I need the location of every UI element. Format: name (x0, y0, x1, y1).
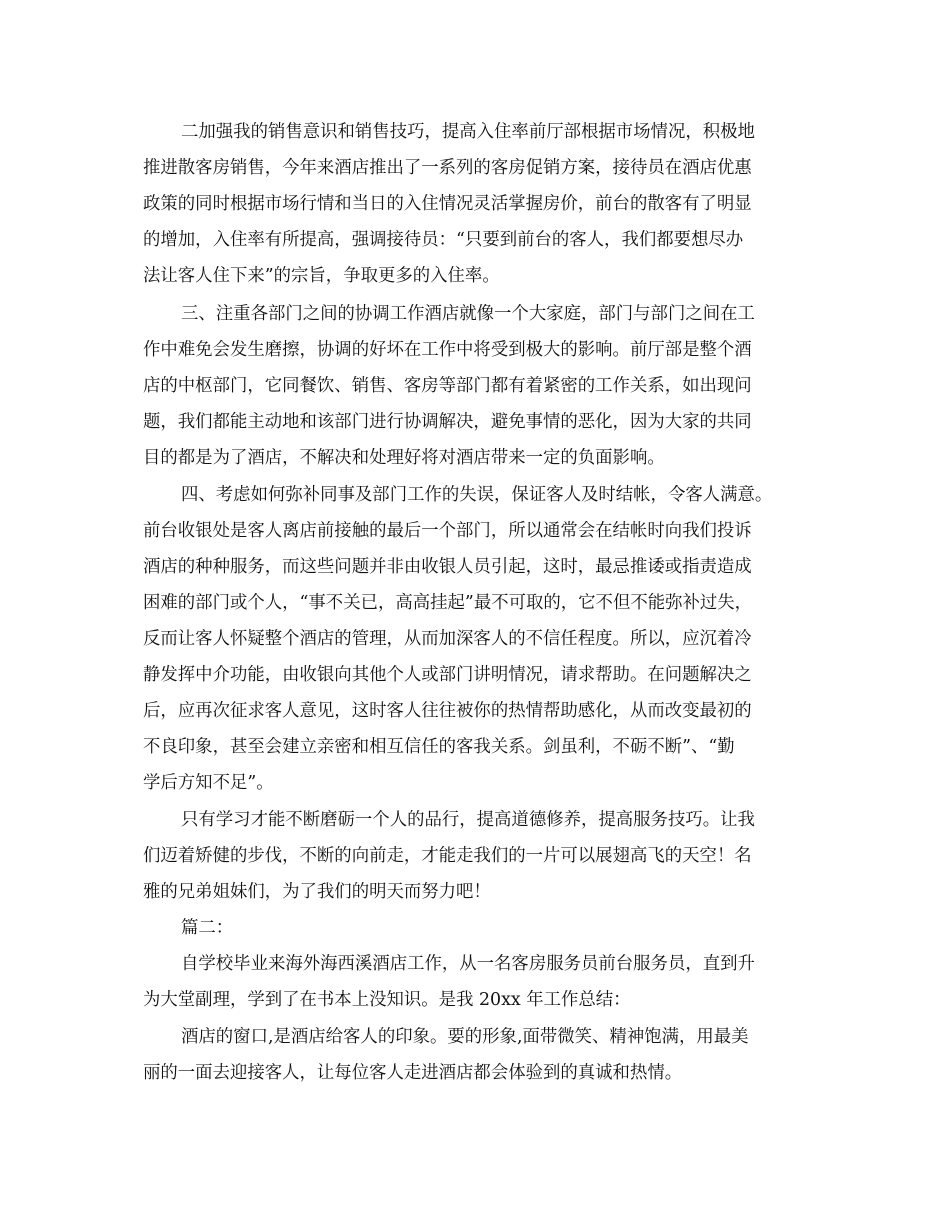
paragraph-line: 们迈着矫健的步伐，不断的向前走，才能走我们的一片可以展翅高飞的天空！名 (143, 846, 752, 866)
paragraph-line: 作中难免会发生磨擦，协调的好坏在工作中将受到极大的影响。前厅部是整个酒 (143, 340, 752, 360)
paragraph-line: 后，应再次征求客人意见，这时客人往往被你的热情帮助感化，从而改变最初的 (143, 701, 752, 721)
paragraph-line: 政策的同时根据市场行情和当日的入住情况灵活掌握房价，前台的散客有了明显 (143, 194, 752, 214)
paragraph-line: 前台收银处是客人离店前接触的最后一个部门，所以通常会在结帐时向我们投诉 (143, 521, 752, 541)
paragraph-line: 推进散客房销售，今年来酒店推出了一系列的客房促销方案，接待员在酒店优惠 (143, 158, 752, 178)
paragraph-line: 困难的部门或个人，“事不关已，高高挂起”最不可取的，它不但不能弥补过失， (143, 593, 753, 613)
paragraph-line: 雅的兄弟姐妹们，为了我们的明天而努力吧！ (143, 882, 491, 902)
paragraph-line: 酒店的种种服务，而这些问题并非由收银人员引起，这时，最忌推诿或指责造成 (143, 557, 752, 577)
paragraph-line: 四、考虑如何弥补同事及部门工作的失误，保证客人及时结帐，令客人满意。 (181, 485, 773, 505)
paragraph-line: 静发挥中介功能，由收银向其他个人或部门讲明情况，请求帮助。在问题解决之 (143, 665, 752, 685)
paragraph-line: 丽的一面去迎接客人，让每位客人走进酒店都会体验到的真诚和热情。 (143, 1063, 683, 1083)
paragraph-line: 三、注重各部门之间的协调工作酒店就像一个大家庭，部门与部门之间在工 (181, 304, 755, 324)
paragraph-line: 不良印象，甚至会建立亲密和相互信任的客我关系。剑虽利，不砺不断”、“勤 (143, 737, 735, 757)
paragraph-line: 题，我们都能主动地和该部门进行协调解决，避免事情的恶化，因为大家的共同 (143, 412, 752, 432)
paragraph-line: 酒店的窗口,是酒店给客人的印象。要的形象,面带微笑、精神饱满，用最美 (181, 1027, 749, 1047)
paragraph-line: 自学校毕业来海外海西溪酒店工作，从一名客房服务员前台服务员，直到升 (181, 954, 755, 974)
paragraph-line: 只有学习才能不断磨砺一个人的品行，提高道德修养，提高服务技巧。让我 (181, 810, 755, 830)
paragraph-line: 店的中枢部门，它同餐饮、销售、客房等部门都有着紧密的工作关系，如出现问 (143, 376, 752, 396)
paragraph-line: 法让客人住下来”的宗旨，争取更多的入住率。 (143, 266, 500, 286)
paragraph-line: 二加强我的销售意识和销售技巧，提高入住率前厅部根据市场情况，积极地 (181, 122, 755, 142)
paragraph-line: 反而让客人怀疑整个酒店的管理，从而加深客人的不信任程度。所以，应沉着冷 (143, 629, 752, 649)
section-heading: 篇二： (181, 918, 234, 938)
paragraph-line: 学后方知不足”。 (143, 773, 274, 793)
paragraph-line: 的增加，入住率有所提高，强调接待员：“只要到前台的客人，我们都要想尽办 (143, 230, 744, 250)
paragraph-line: 为大堂副理，学到了在书本上没知识。是我 20xx 年工作总结： (143, 990, 631, 1010)
paragraph-line: 目的都是为了酒店，不解决和处理好将对酒店带来一定的负面影响。 (143, 448, 665, 468)
